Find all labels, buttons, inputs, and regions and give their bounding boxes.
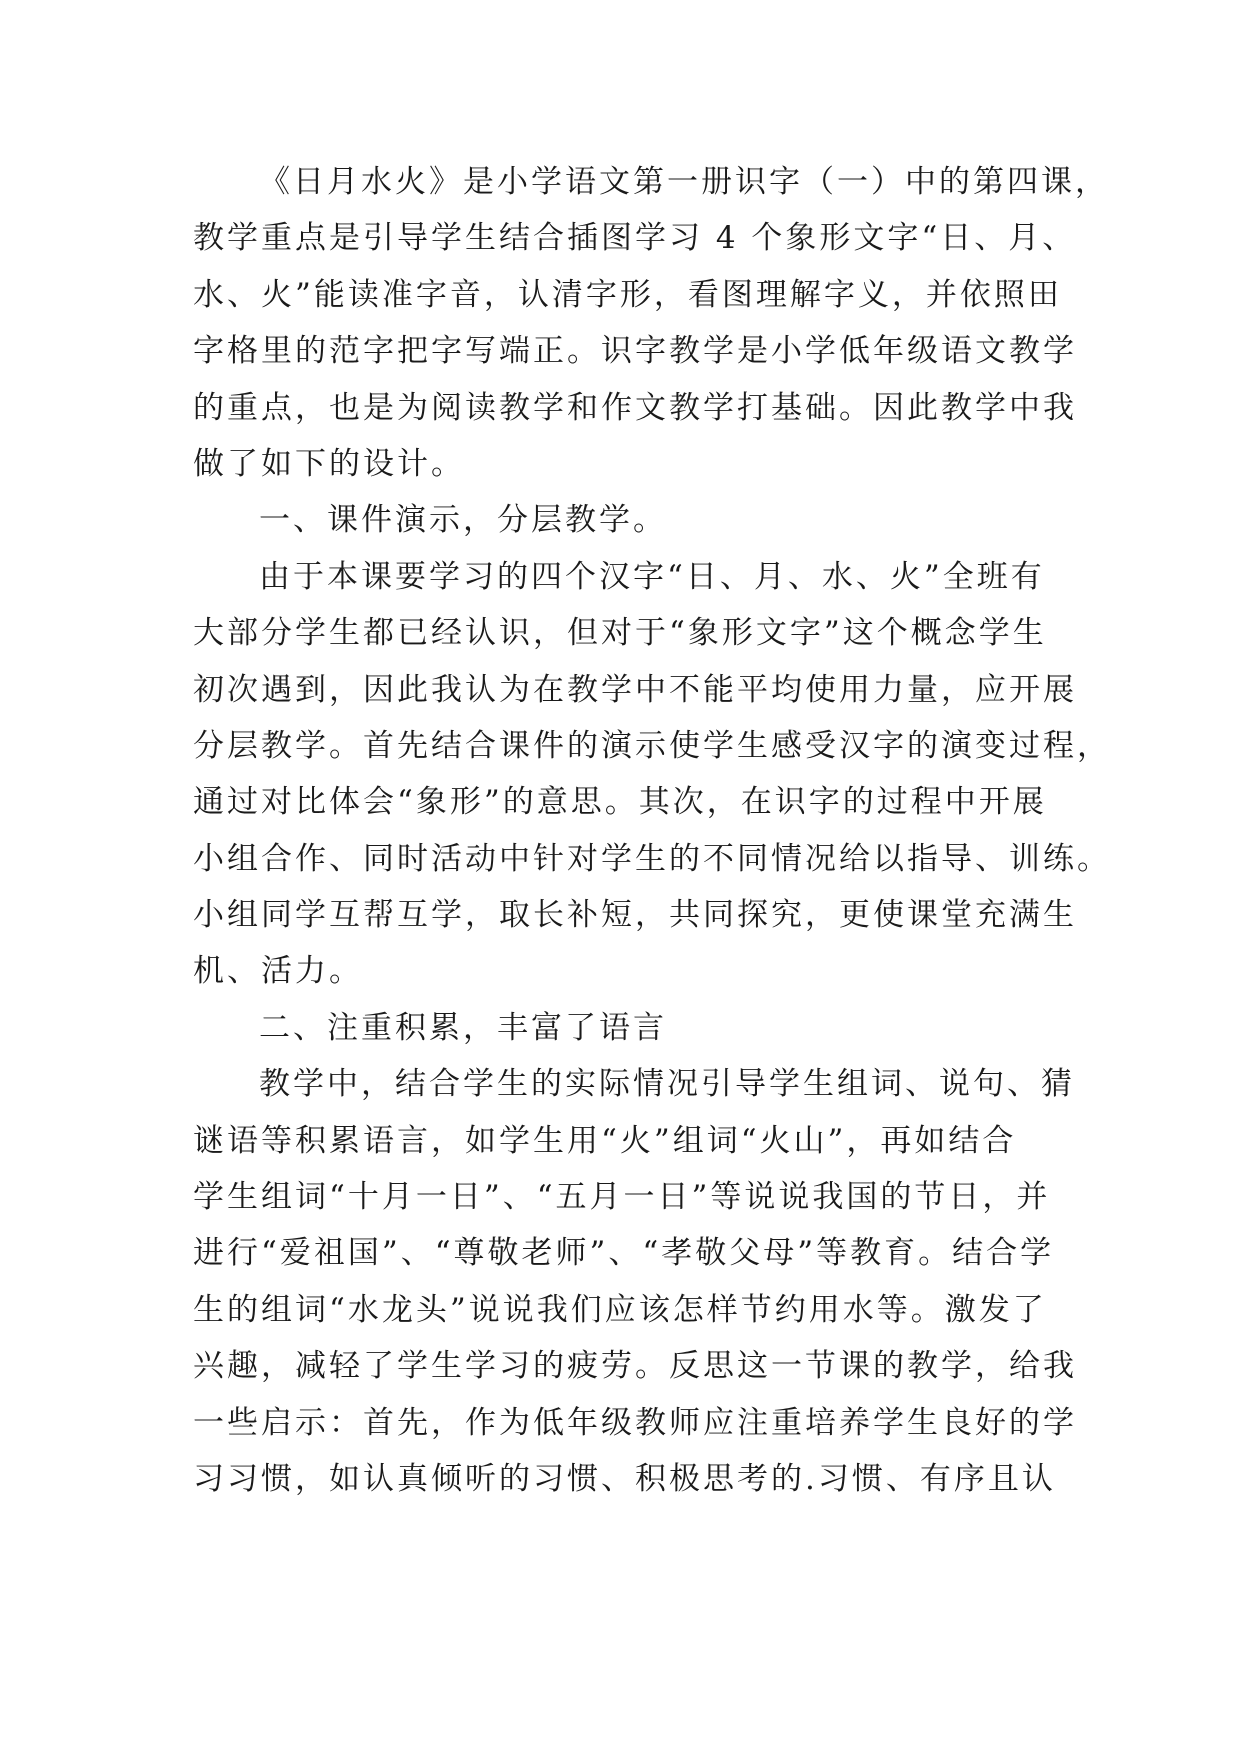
text-line: 《日月水火》是小学语文第一册识字（一）中的第四课， [259, 164, 1109, 200]
text-line: 的重点，也是为阅读教学和作文教学打基础。因此教学中我 [193, 389, 1077, 426]
text-line: 一、课件演示，分层教学。 [259, 502, 667, 539]
text-line: 由于本课要学习的四个汉字“日、月、水、火”全班有 [259, 558, 1045, 595]
text-line: 教学重点是引导学生结合插图学习 4 个象形文字“日、月、 [193, 220, 1077, 257]
text-line: 习习惯，如认真倾听的习惯、积极思考的.习惯、有序且认 [193, 1460, 1056, 1497]
text-line: 做了如下的设计。 [193, 445, 465, 482]
text-line: 小组同学互帮互学，取长补短，共同探究，更使课堂充满生 [193, 897, 1077, 934]
text-line: 兴趣，减轻了学生学习的疲劳。反思这一节课的教学，给我 [193, 1348, 1077, 1385]
text-line: 进行“爱祖国”、“尊敬老师”、“孝敬父母”等教育。结合学 [193, 1235, 1055, 1272]
text-line: 通过对比体会“象形”的意思。其次，在识字的过程中开展 [193, 784, 1047, 821]
text-line: 一些启示：首先，作为低年级教师应注重培养学生良好的学 [193, 1404, 1077, 1441]
text-line: 教学中，结合学生的实际情况引导学生组词、说句、猜 [259, 1066, 1075, 1103]
document-body [193, 154, 1111, 1507]
text-line: 分层教学。首先结合课件的演示使学生感受汉字的演变过程， [193, 727, 1111, 764]
text-line: 学生组词“十月一日”、“五月一日”等说说我国的节日，并 [193, 1179, 1051, 1216]
text-line: 二、注重积累，丰富了语言 [259, 1009, 667, 1046]
text-line: 大部分学生都已经认识，但对于“象形文字”这个概念学生 [193, 615, 1047, 652]
text-line: 水、火”能读准字音，认清字形，看图理解字义，并依照田 [193, 276, 1062, 313]
text-line: 谜语等积累语言，如学生用“火”组词“火山”，再如结合 [193, 1122, 1017, 1159]
text-line: 生的组词“水龙头”说说我们应该怎样节约用水等。激发了 [193, 1291, 1047, 1328]
text-line: 小组合作、同时活动中针对学生的不同情况给以指导、训练。 [193, 840, 1111, 877]
text-line: 机、活力。 [193, 953, 363, 990]
text-line: 字格里的范字把字写端正。识字教学是小学低年级语文教学 [193, 333, 1077, 370]
text-line: 初次遇到，因此我认为在教学中不能平均使用力量，应开展 [193, 671, 1077, 708]
